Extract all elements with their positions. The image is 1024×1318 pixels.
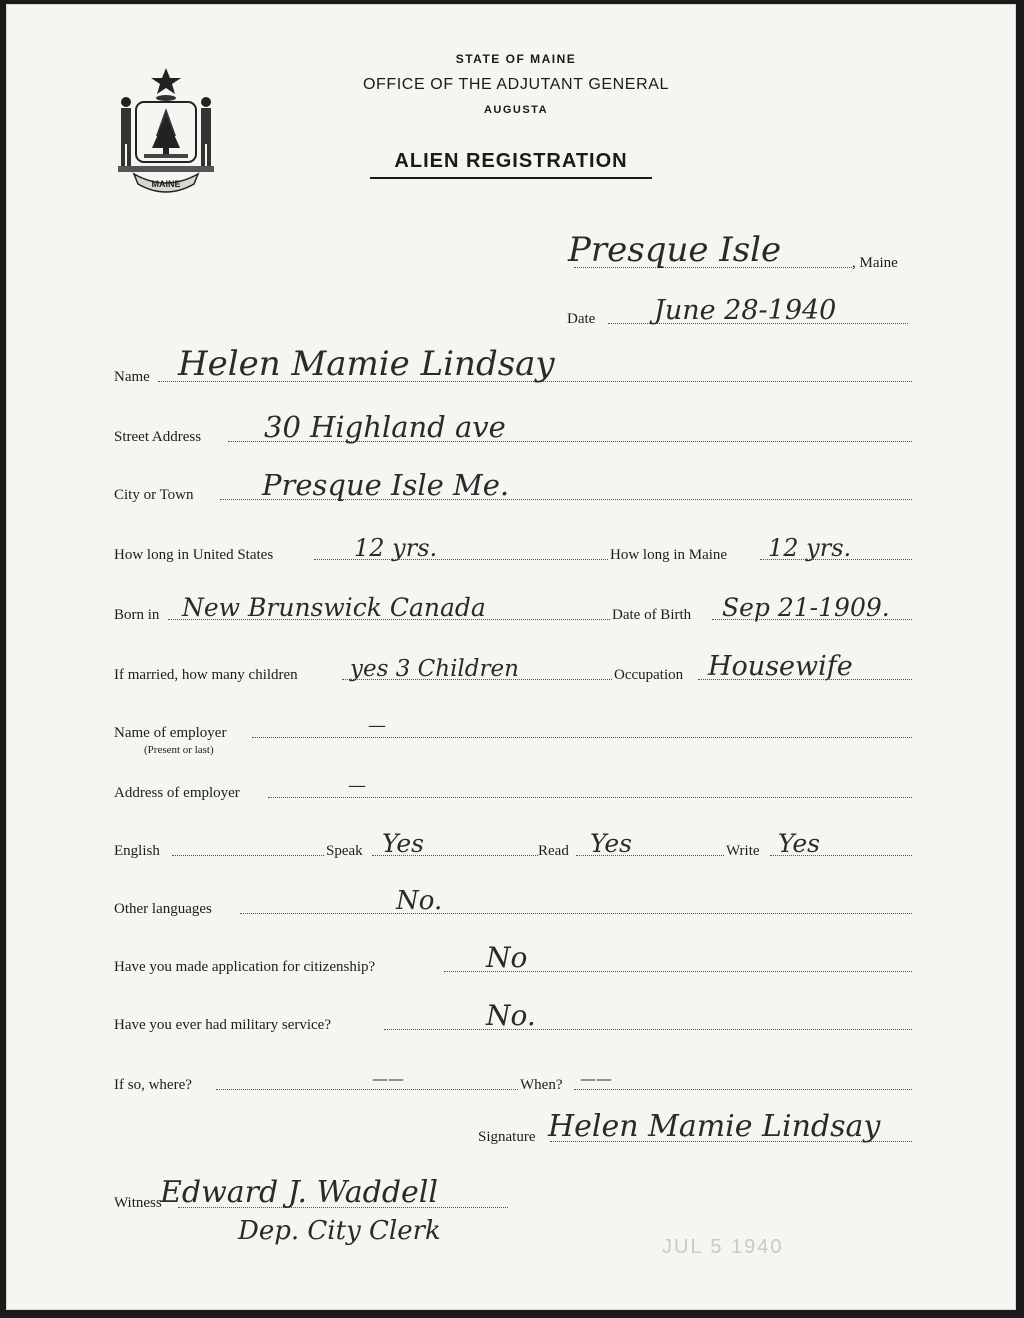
witness-title: Dep. City Clerk [238,1216,441,1246]
registration-form-page [6,4,1016,1310]
witness-title-row [114,1218,614,1248]
employer-row [114,712,914,756]
employer-address-value[interactable]: — [348,775,366,796]
read-value[interactable]: Yes [590,829,632,858]
other-languages-value[interactable]: No. [396,886,443,916]
citizenship-label: Have you made application for citizenship? [114,959,376,975]
dob-value[interactable]: Sep 21-1909. [722,593,890,622]
city-row [114,468,914,504]
signature-row [114,1109,914,1146]
children-label: If married, how many children [114,667,298,683]
place-label: , Maine [852,255,898,271]
signature-label: Signature [478,1129,536,1145]
form-title: ALIEN REGISTRATION [370,150,652,179]
received-date-stamp: JUL 5 1940 [662,1236,784,1258]
service-row [114,1064,914,1094]
date-row [114,295,914,328]
maine-time-label: How long in Maine [610,547,728,563]
city-value[interactable]: Presque Isle Me. [262,468,510,502]
header-office: OFFICE OF THE ADJUTANT GENERAL [362,76,670,93]
citizenship-value[interactable]: No [486,941,528,974]
born-label: Born in [114,607,160,623]
english-label: English [114,843,160,859]
signature-value[interactable]: Helen Mamie Lindsay [548,1109,881,1144]
witness-row [114,1175,614,1212]
us-time-value[interactable]: 12 yrs. [354,534,438,562]
name-value[interactable]: Helen Mamie Lindsay [178,344,555,384]
military-value[interactable]: No. [486,999,536,1032]
employer-address-label: Address of employer [114,785,240,801]
street-value[interactable]: 30 Highland ave [264,410,506,444]
city-label: City or Town [114,487,194,503]
street-label: Street Address [114,429,202,445]
header-city: AUGUSTA [483,104,549,116]
speak-value[interactable]: Yes [382,829,424,858]
employer-sublabel: (Present or last) [144,744,214,756]
family-row [114,651,914,684]
children-value[interactable]: yes 3 Children [350,656,519,682]
speak-label: Speak [326,843,363,859]
name-label: Name [114,369,150,385]
occupation-value[interactable]: Housewife [708,651,853,682]
citizenship-row [114,941,914,976]
date-label: Date [567,311,596,327]
witness-value[interactable]: Edward J. Waddell [160,1175,438,1210]
us-time-label: How long in United States [114,547,274,563]
header-state: STATE OF MAINE [455,52,577,66]
when-value[interactable]: —— [580,1069,612,1088]
write-value[interactable]: Yes [778,829,820,858]
street-row [114,410,914,446]
when-label: When? [520,1077,563,1093]
dob-label: Date of Birth [612,607,692,623]
name-row [114,344,914,386]
seal-text: MAINE [151,179,181,189]
date-value[interactable]: June 28-1940 [654,295,837,326]
place-row [114,230,914,272]
military-label: Have you ever had military service? [114,1017,331,1033]
residence-row [114,534,914,564]
place-value[interactable]: Presque Isle [568,230,782,270]
born-value[interactable]: New Brunswick Canada [182,593,486,622]
english-row [114,830,914,860]
employer-label: Name of employer [114,725,227,741]
witness-label: Witness [114,1195,162,1211]
employer-value[interactable]: — [368,715,386,736]
employer-address-row [114,772,914,802]
occupation-label: Occupation [614,667,684,683]
where-label: If so, where? [114,1077,192,1093]
military-row [114,999,914,1034]
where-value[interactable]: —— [372,1069,404,1088]
state-of-maine-seal-icon [114,66,218,196]
read-label: Read [538,843,569,859]
write-label: Write [726,843,760,859]
birth-row [114,594,914,624]
other-languages-row [114,888,914,918]
other-languages-label: Other languages [114,901,212,917]
maine-time-value[interactable]: 12 yrs. [768,534,852,562]
